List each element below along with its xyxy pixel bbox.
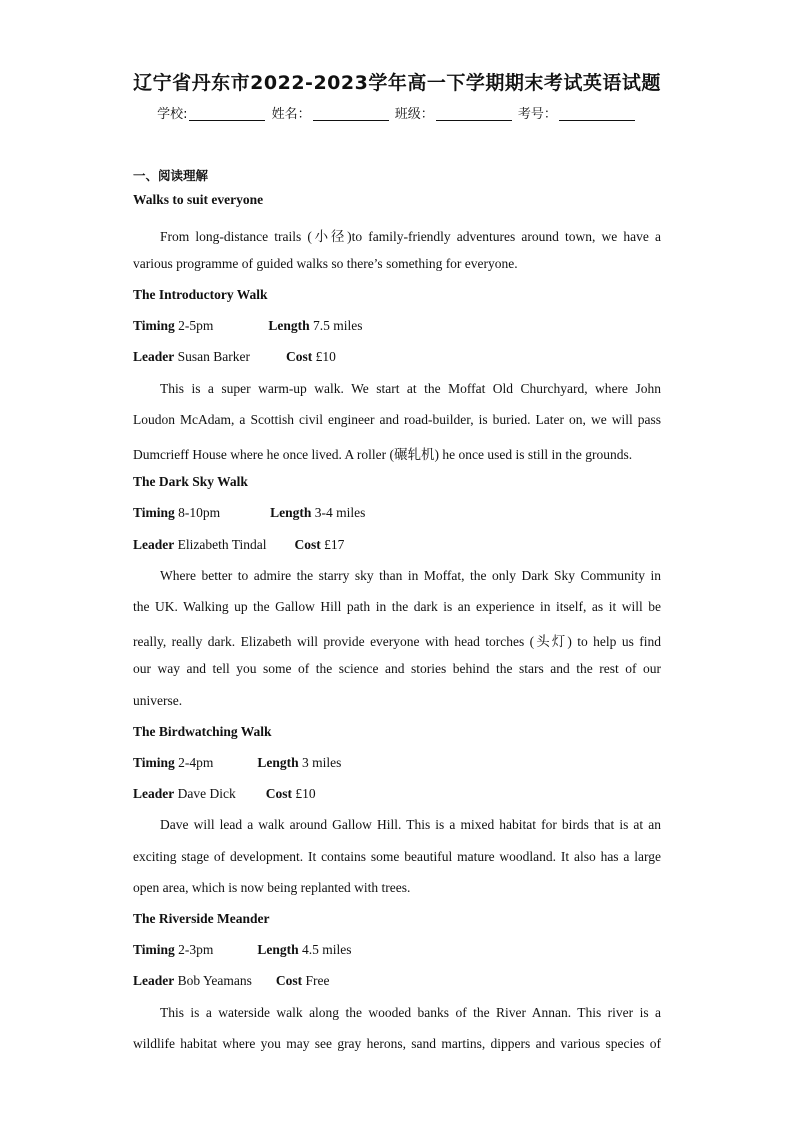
name-label: 姓名： [271, 107, 311, 122]
cost-value: £10 [315, 349, 336, 364]
class-label: 班级： [394, 107, 434, 122]
timing-label: Timing [133, 942, 175, 957]
length-value: 7.5 miles [313, 318, 363, 333]
school-field[interactable] [189, 107, 265, 121]
section-heading: 一、阅读理解 [133, 168, 209, 183]
walk-desc-line: our way and tell you some of the science and stories behind the stars and the rest of our [133, 661, 661, 676]
leader-value: Bob Yeamans [177, 973, 252, 988]
student-info-line [0, 103, 794, 122]
cost-label: Cost [265, 786, 292, 801]
leader-label: Leader [133, 349, 175, 364]
walk-desc-line: open area, which is now being replanted with trees. [133, 880, 411, 895]
walk-name: The Birdwatching Walk [133, 724, 272, 739]
walk-leader-cost [133, 349, 661, 365]
walk-desc-line: exciting stage of development. It contains some beautiful mature woodland. It also has a large [133, 849, 661, 864]
walk-desc-line: universe. [133, 693, 183, 708]
walk-timing-length [133, 318, 661, 334]
cost-value: £10 [295, 786, 316, 801]
cost-value: Free [305, 973, 330, 988]
walk-leader-cost [133, 537, 661, 553]
article-title: Walks to suit everyone [133, 192, 264, 207]
name-field[interactable] [313, 107, 389, 121]
length-label: Length [270, 505, 312, 520]
exam-number-field[interactable] [559, 107, 635, 121]
class-field[interactable] [436, 107, 512, 121]
leader-label: Leader [133, 973, 175, 988]
walk-desc-line: This is a waterside walk along the wooded banks of the River Annan. This river is a [160, 1005, 661, 1020]
length-label: Length [257, 942, 299, 957]
walk-leader-cost [133, 973, 661, 989]
walk-timing-length [133, 505, 661, 521]
page-title: 辽宁省丹东市2022-2023学年高一下学期期末考试英语试题 [133, 72, 661, 94]
walk-desc-line: Loudon McAdam, a Scottish civil engineer and road-builder, is buried. Later on, we will pass [133, 412, 661, 427]
leader-value: Susan Barker [177, 349, 250, 364]
walk-desc-line: This is a super warm-up walk. We start at the Moffat Old Churchyard, where John [160, 381, 661, 396]
timing-label: Timing [133, 755, 175, 770]
leader-value: Elizabeth Tindal [177, 537, 267, 552]
intro-line: From long-distance trails (小径)to family-friendly adventures around town, we have a [160, 229, 661, 244]
walk-timing-length [133, 942, 661, 958]
length-value: 3 miles [302, 755, 342, 770]
walk-desc-line: the UK. Walking up the Gallow Hill path in the dark is an experience in itself, as it will be [133, 599, 661, 614]
cost-label: Cost [275, 973, 303, 988]
walk-leader-cost [133, 786, 661, 802]
timing-value: 2-3pm [178, 942, 214, 957]
walk-desc-line: Dave will lead a walk around Gallow Hill. This is a mixed habitat for birds that is at an [160, 817, 661, 832]
intro-line: various programme of guided walks so there’s something for everyone. [133, 256, 518, 271]
timing-label: Timing [133, 505, 175, 520]
walk-desc-line: Dumcrieff House where he once lived. A roller (碾轧机) he once used is still in the grounds. [133, 447, 633, 462]
cost-label: Cost [285, 349, 313, 364]
timing-value: 8-10pm [178, 505, 221, 520]
timing-value: 2-4pm [178, 755, 214, 770]
walk-desc-line: really, really dark. Elizabeth will provide everyone with head torches (头灯) to help us find [133, 634, 661, 649]
leader-label: Leader [133, 537, 175, 552]
length-label: Length [268, 318, 310, 333]
cost-value: £17 [324, 537, 345, 552]
walk-timing-length [133, 755, 661, 771]
cost-label: Cost [294, 537, 321, 552]
timing-label: Timing [133, 318, 175, 333]
length-value: 3-4 miles [314, 505, 366, 520]
walk-desc-line: Where better to admire the starry sky than in Moffat, the only Dark Sky Community in [160, 568, 661, 583]
timing-value: 2-5pm [178, 318, 214, 333]
exam-number-label: 考号： [517, 107, 557, 122]
walk-name: The Introductory Walk [133, 287, 268, 302]
walk-name: The Dark Sky Walk [133, 474, 248, 489]
length-value: 4.5 miles [302, 942, 352, 957]
leader-label: Leader [133, 786, 175, 801]
walk-name: The Riverside Meander [133, 911, 270, 926]
walk-desc-line: wildlife habitat where you may see gray herons, sand martins, dippers and various species of [133, 1036, 661, 1051]
length-label: Length [257, 755, 299, 770]
school-label: 学校: [157, 107, 188, 122]
leader-value: Dave Dick [177, 786, 236, 801]
